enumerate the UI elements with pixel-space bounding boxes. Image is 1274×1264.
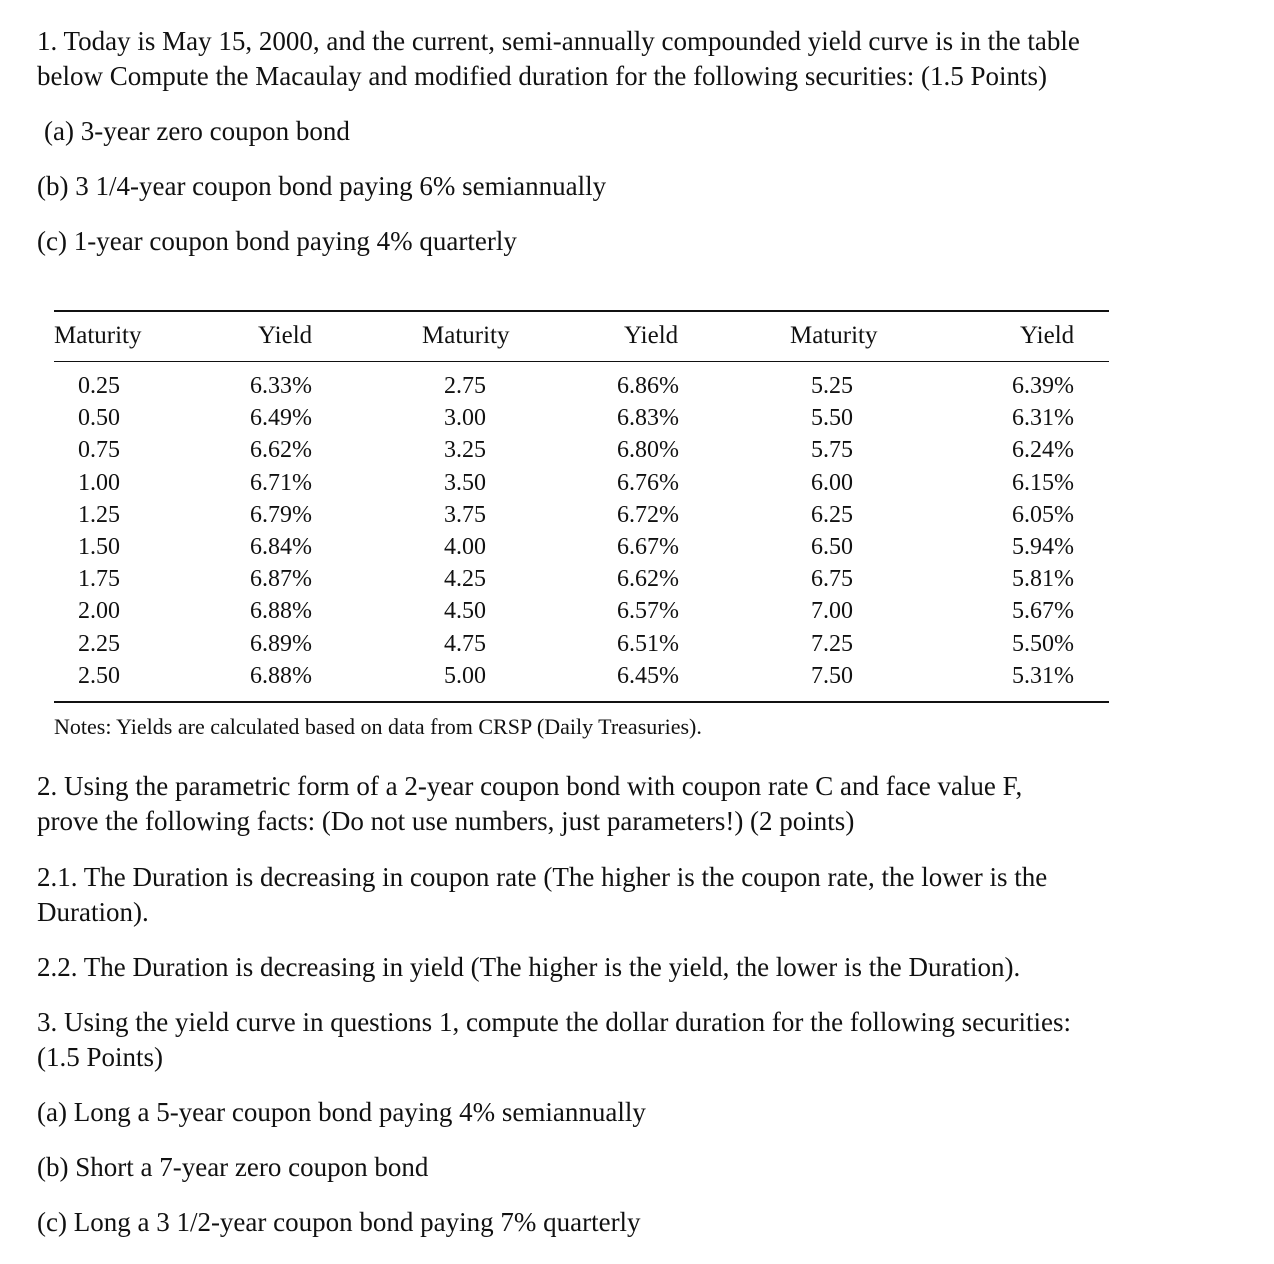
table-cell-yield: 6.62% (250, 437, 312, 464)
table-cell-yield: 6.57% (617, 598, 679, 625)
table-cell-yield: 6.39% (1012, 373, 1074, 399)
table-cell-maturity: 3.50 (444, 469, 486, 496)
table-cell-yield: 6.83% (617, 405, 679, 432)
table-notes: Notes: Yields are calculated based on data from CRSP (Daily Treasuries). (54, 714, 702, 739)
table-cell-yield: 6.79% (250, 501, 312, 528)
table-cell-maturity: 2.75 (444, 373, 486, 399)
table-cell-maturity: 3.25 (444, 437, 486, 464)
header-maturity-3: Maturity (790, 322, 878, 349)
q1-text-line1: 1. Today is May 15, 2000, and the current, semi-annually compounded yield curve is in the table (37, 26, 1080, 56)
table-cell-yield: 6.51% (617, 630, 679, 657)
q3-text-line2: (1.5 Points) (37, 1042, 164, 1072)
q2-point1-line1: 2.1. The Duration is decreasing in coupon rate (The higher is the coupon rate, the lower is the (37, 862, 1048, 892)
table-cell-yield: 6.89% (250, 630, 312, 657)
table-header-rule (54, 361, 1109, 362)
table-cell-yield: 6.62% (617, 566, 679, 593)
table-cell-yield: 5.94% (1012, 534, 1074, 560)
table-cell-maturity: 6.75 (811, 566, 853, 593)
table-cell-maturity: 3.00 (444, 405, 486, 432)
table-cell-yield: 5.67% (1012, 598, 1074, 625)
table-cell-yield: 6.86% (617, 373, 679, 399)
table-cell-maturity: 6.50 (811, 534, 853, 560)
table-cell-yield: 5.31% (1012, 662, 1074, 689)
q1-item-a: (a) 3-year zero coupon bond (44, 116, 350, 146)
table-cell-maturity: 1.75 (78, 566, 120, 593)
table-cell-maturity: 6.00 (811, 469, 853, 496)
table-cell-maturity: 4.00 (444, 534, 486, 560)
table-cell-maturity: 1.25 (78, 501, 120, 528)
table-bottom-rule (54, 701, 1109, 703)
table-cell-yield: 6.76% (617, 469, 679, 496)
table-cell-yield: 5.50% (1012, 630, 1074, 657)
table-cell-maturity: 5.00 (444, 662, 486, 689)
table-cell-yield: 6.88% (250, 662, 312, 689)
table-cell-yield: 6.84% (250, 534, 312, 560)
header-maturity-2: Maturity (422, 322, 510, 349)
q3-text-line1: 3. Using the yield curve in questions 1, compute the dollar duration for the following securities: (37, 1007, 1072, 1037)
q3-item-a: (a) Long a 5-year coupon bond paying 4% semiannually (37, 1097, 646, 1127)
table-cell-maturity: 7.00 (811, 598, 853, 625)
table-cell-maturity: 2.00 (78, 598, 120, 625)
q2-point2: 2.2. The Duration is decreasing in yield (The higher is the yield, the lower is the Duration). (37, 952, 1021, 982)
table-cell-yield: 6.80% (617, 437, 679, 464)
q2-point1-line2: Duration). (37, 897, 149, 927)
table-cell-maturity: 7.25 (811, 630, 853, 657)
q2-text-line1: 2. Using the parametric form of a 2-year coupon bond with coupon rate C and face value F, (37, 771, 1023, 801)
table-cell-maturity: 5.25 (811, 373, 853, 399)
table-cell-yield: 6.72% (617, 501, 679, 528)
table-cell-yield: 5.81% (1012, 566, 1074, 593)
table-cell-maturity: 3.75 (444, 501, 486, 528)
yield-curve-table (54, 310, 1109, 703)
table-cell-yield: 6.67% (617, 534, 679, 560)
table-cell-maturity: 6.25 (811, 501, 853, 528)
table-top-rule (54, 310, 1109, 312)
q1-item-c: (c) 1-year coupon bond paying 4% quarterly (37, 226, 517, 256)
table-cell-maturity: 2.25 (78, 630, 120, 657)
q3-item-c: (c) Long a 3 1/2-year coupon bond paying 7% quarterly (37, 1207, 641, 1237)
table-cell-maturity: 0.75 (78, 437, 120, 464)
table-cell-maturity: 0.25 (78, 373, 120, 399)
q1-text-line2: below Compute the Macaulay and modified duration for the following securities: (1.5 Points) (37, 61, 1048, 91)
table-cell-yield: 6.24% (1012, 437, 1074, 464)
table-cell-maturity: 4.50 (444, 598, 486, 625)
table-cell-yield: 6.05% (1012, 501, 1074, 528)
table-cell-maturity: 0.50 (78, 405, 120, 432)
table-cell-yield: 6.88% (250, 598, 312, 625)
header-maturity-1: Maturity (54, 322, 142, 349)
q3-item-b: (b) Short a 7-year zero coupon bond (37, 1152, 429, 1182)
table-cell-yield: 6.15% (1012, 469, 1074, 496)
table-cell-maturity: 2.50 (78, 662, 120, 689)
table-cell-maturity: 4.75 (444, 630, 486, 657)
table-cell-maturity: 4.25 (444, 566, 486, 593)
table-cell-yield: 6.87% (250, 566, 312, 593)
table-cell-maturity: 1.00 (78, 469, 120, 496)
table-cell-yield: 6.49% (250, 405, 312, 432)
table-cell-yield: 6.31% (1012, 405, 1074, 432)
table-cell-maturity: 5.50 (811, 405, 853, 432)
table-cell-maturity: 7.50 (811, 662, 853, 689)
q1-item-b: (b) 3 1/4-year coupon bond paying 6% semiannually (37, 171, 607, 201)
header-yield-1: Yield (258, 322, 313, 349)
header-yield-3: Yield (1020, 322, 1075, 349)
table-cell-maturity: 5.75 (811, 437, 853, 464)
table-cell-maturity: 1.50 (78, 534, 120, 560)
table-cell-yield: 6.71% (250, 469, 312, 496)
header-yield-2: Yield (624, 322, 679, 349)
q2-text-line2: prove the following facts: (Do not use numbers, just parameters!) (2 points) (37, 806, 855, 836)
table-cell-yield: 6.45% (617, 662, 679, 689)
table-cell-yield: 6.33% (250, 373, 312, 399)
